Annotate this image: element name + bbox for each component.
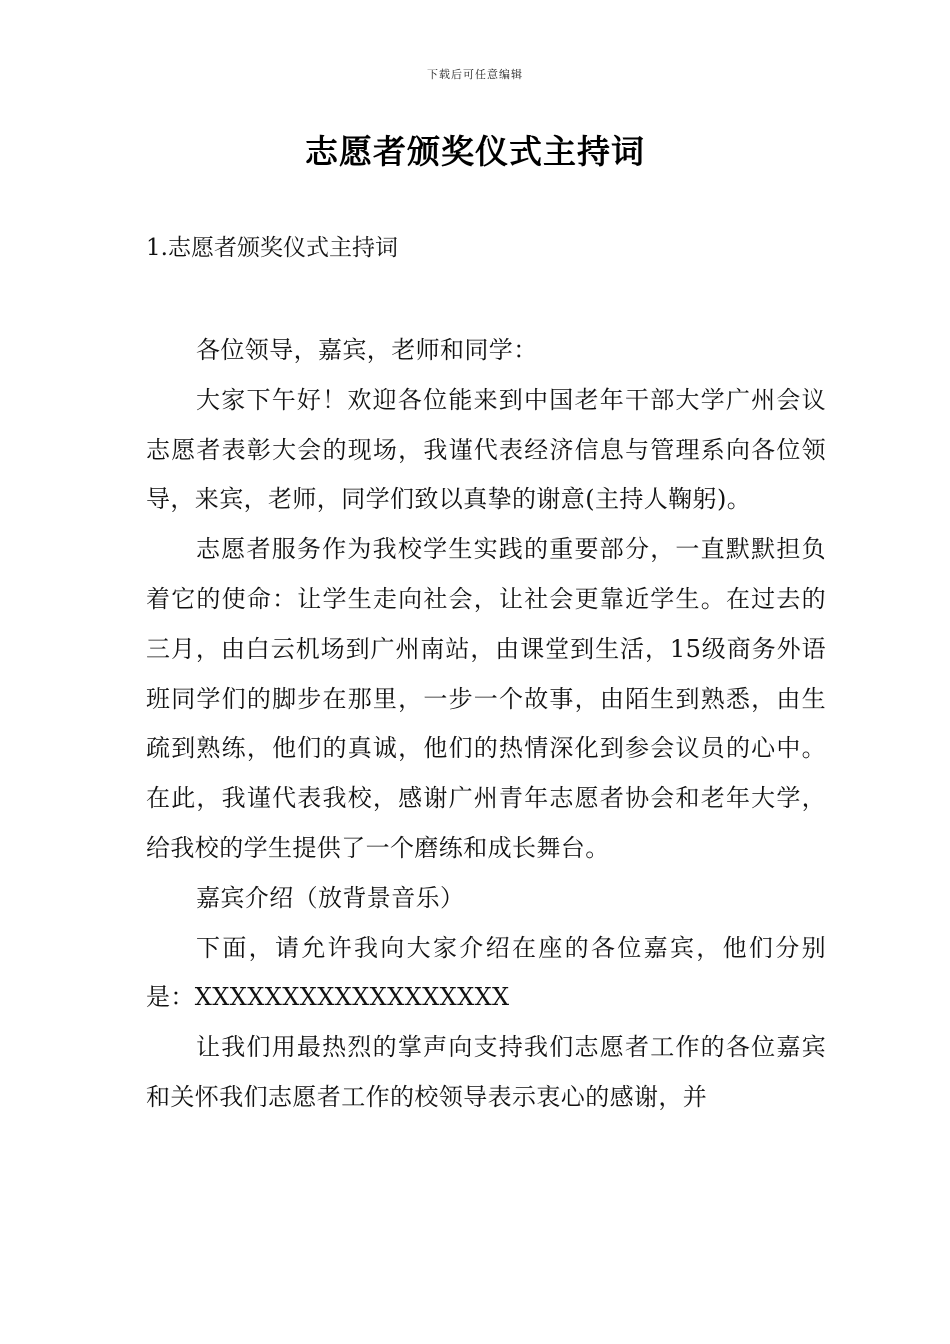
paragraph-applause: 让我们用最热烈的掌声向支持我们志愿者工作的各位嘉宾和关怀我们志愿者工作的校领导表示衷心的感谢，并 <box>146 1033 826 1111</box>
paragraph-greeting: 各位领导，嘉宾，老师和同学： <box>196 336 538 364</box>
header-note: 下载后可任意编辑 <box>427 68 523 81</box>
paragraph-welcome: 大家下午好！欢迎各位能来到中国老年干部大学广州会议志愿者表彰大会的现场，我谨代表经济信息与管理系向各位领导，来宾，老师，同学们致以真挚的谢意(主持人鞠躬)。 <box>146 385 826 514</box>
document-title: 志愿者颁奖仪式主持词 <box>305 132 645 171</box>
section-heading: 1.志愿者颁奖仪式主持词 <box>146 235 398 261</box>
document-body <box>146 326 826 1123</box>
paragraph-guest-list: 下面，请允许我向大家介绍在座的各位嘉宾，他们分别是：XXXXXXXXXXXXXXXXXX <box>146 933 826 1012</box>
paragraph-volunteer-service: 志愿者服务作为我校学生实践的重要部分，一直默默担负着它的使命：让学生走向社会，让社会更靠近学生。在过去的三月，由白云机场到广州南站，由课堂到生活，15级商务外语班同学们的脚步在那里，一步一个故事，由陌生到熟悉，由生疏到熟练，他们的真诚，他们的热情深化到参会议员的心中。在此，我谨代表我校，感谢广州青年志愿者协会和老年大学，给我校的学生提供了一个磨练和成长舞台。 <box>146 535 826 862</box>
paragraph-guest-intro-heading: 嘉宾介绍（放背景音乐） <box>196 883 465 912</box>
